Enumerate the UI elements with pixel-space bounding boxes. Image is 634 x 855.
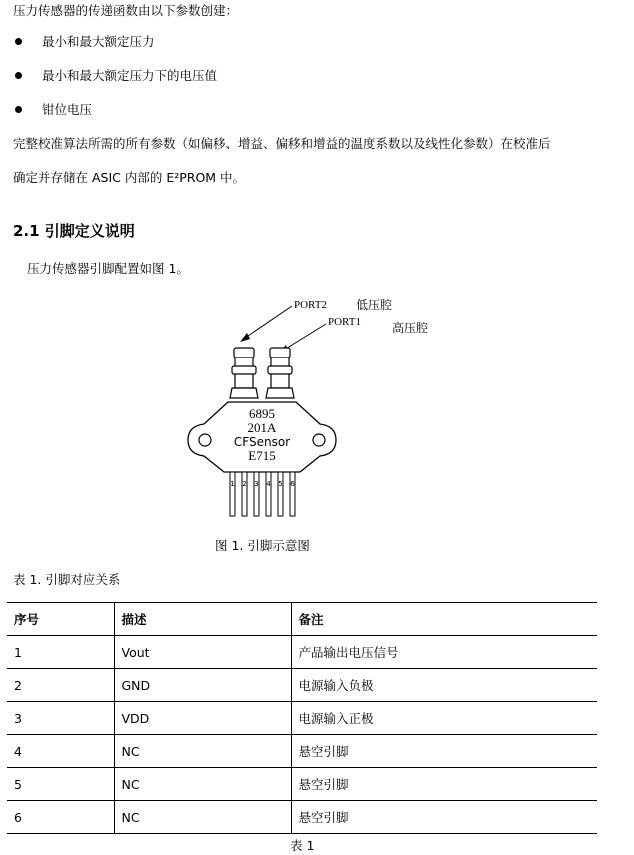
port1-leader-line: [284, 324, 326, 350]
table-cell: 2: [7, 669, 114, 702]
header-cell: 序号: [7, 603, 114, 636]
table-cell: 产品输出电压信号: [291, 636, 597, 669]
table-row: [7, 636, 597, 669]
pin-4: [266, 472, 271, 516]
paragraph-line: 完整校准算法所需的所有参数（如偏移、增益、偏移和增益的温度系数以及线性化参数）在校准后: [13, 136, 551, 151]
port2-leader-line: [245, 306, 292, 338]
port1-tube: [266, 348, 294, 398]
header-cell: 描述: [114, 603, 291, 636]
bullet-dot: [15, 72, 22, 79]
port1-label: PORT1: [328, 316, 361, 328]
bullet-item: 钳位电压: [42, 102, 93, 117]
table-cell: 电源输入负极: [291, 669, 597, 702]
table-cell: 5: [7, 768, 114, 801]
figure-caption: 图 1. 引脚示意图: [215, 538, 310, 553]
body-text-brand: CFSensor: [233, 435, 291, 449]
pin-5: [278, 472, 283, 516]
pin-number: 5: [278, 480, 283, 488]
table-cell: Vout: [114, 636, 291, 669]
header-cell: 备注: [291, 603, 597, 636]
table-row: [7, 669, 597, 702]
pin-1: [230, 472, 235, 516]
body-text-line: 6895: [249, 406, 275, 421]
table-cell: 电源输入正极: [291, 702, 597, 735]
mount-hole-right: [313, 434, 325, 446]
table-header-row: [7, 603, 597, 636]
pins: [230, 472, 295, 516]
port2-arrowhead: [240, 333, 250, 342]
body-text-line: E715: [248, 448, 276, 463]
port2-label: PORT2: [294, 299, 327, 311]
pin-table: [7, 602, 597, 834]
table-cell: 悬空引脚: [291, 735, 597, 768]
table-cell: 3: [7, 702, 114, 735]
table-footer-caption: 表 1: [290, 838, 315, 853]
table-cell: 1: [7, 636, 114, 669]
bullet-item: 最小和最大额定压力: [42, 34, 155, 49]
port2-tube: [230, 348, 258, 398]
table-cell: NC: [114, 768, 291, 801]
table-cell: 6: [7, 801, 114, 834]
table-row: [7, 801, 597, 834]
table-row: [7, 735, 597, 768]
table-cell: GND: [114, 669, 291, 702]
body-text-line: 201A: [247, 420, 277, 435]
bullet-dot: [15, 106, 22, 113]
pin-number: 3: [254, 480, 259, 488]
table-cell: NC: [114, 735, 291, 768]
port1-desc: 高压腔: [392, 321, 429, 335]
port2-desc: 低压腔: [356, 298, 393, 312]
table-row: [7, 702, 597, 735]
section-description: 压力传感器引脚配置如图 1。: [27, 261, 189, 276]
table-cell: NC: [114, 801, 291, 834]
pin-6: [290, 472, 295, 516]
table-cell: 悬空引脚: [291, 801, 597, 834]
table-cell: 悬空引脚: [291, 768, 597, 801]
pin-3: [254, 472, 259, 516]
table-cell: VDD: [114, 702, 291, 735]
bullet-item: 最小和最大额定压力下的电压值: [42, 68, 218, 83]
pin-2: [242, 472, 247, 516]
pin-number: 6: [290, 480, 295, 488]
table-row: [7, 768, 597, 801]
pin-number: 2: [242, 480, 247, 488]
paragraph-line: 确定并存储在 ASIC 内部的 E²PROM 中。: [13, 170, 246, 185]
table-caption: 表 1. 引脚对应关系: [13, 572, 121, 587]
sensor-pinout-diagram: [180, 292, 480, 532]
pin-number: 1: [230, 480, 235, 488]
bullet-dot: [15, 38, 22, 45]
mount-hole-left: [199, 434, 211, 446]
intro-line: 压力传感器的传递函数由以下参数创建：: [13, 3, 239, 18]
section-heading: 2.1 引脚定义说明: [13, 222, 135, 240]
table-cell: 4: [7, 735, 114, 768]
pin-number: 4: [266, 480, 271, 488]
